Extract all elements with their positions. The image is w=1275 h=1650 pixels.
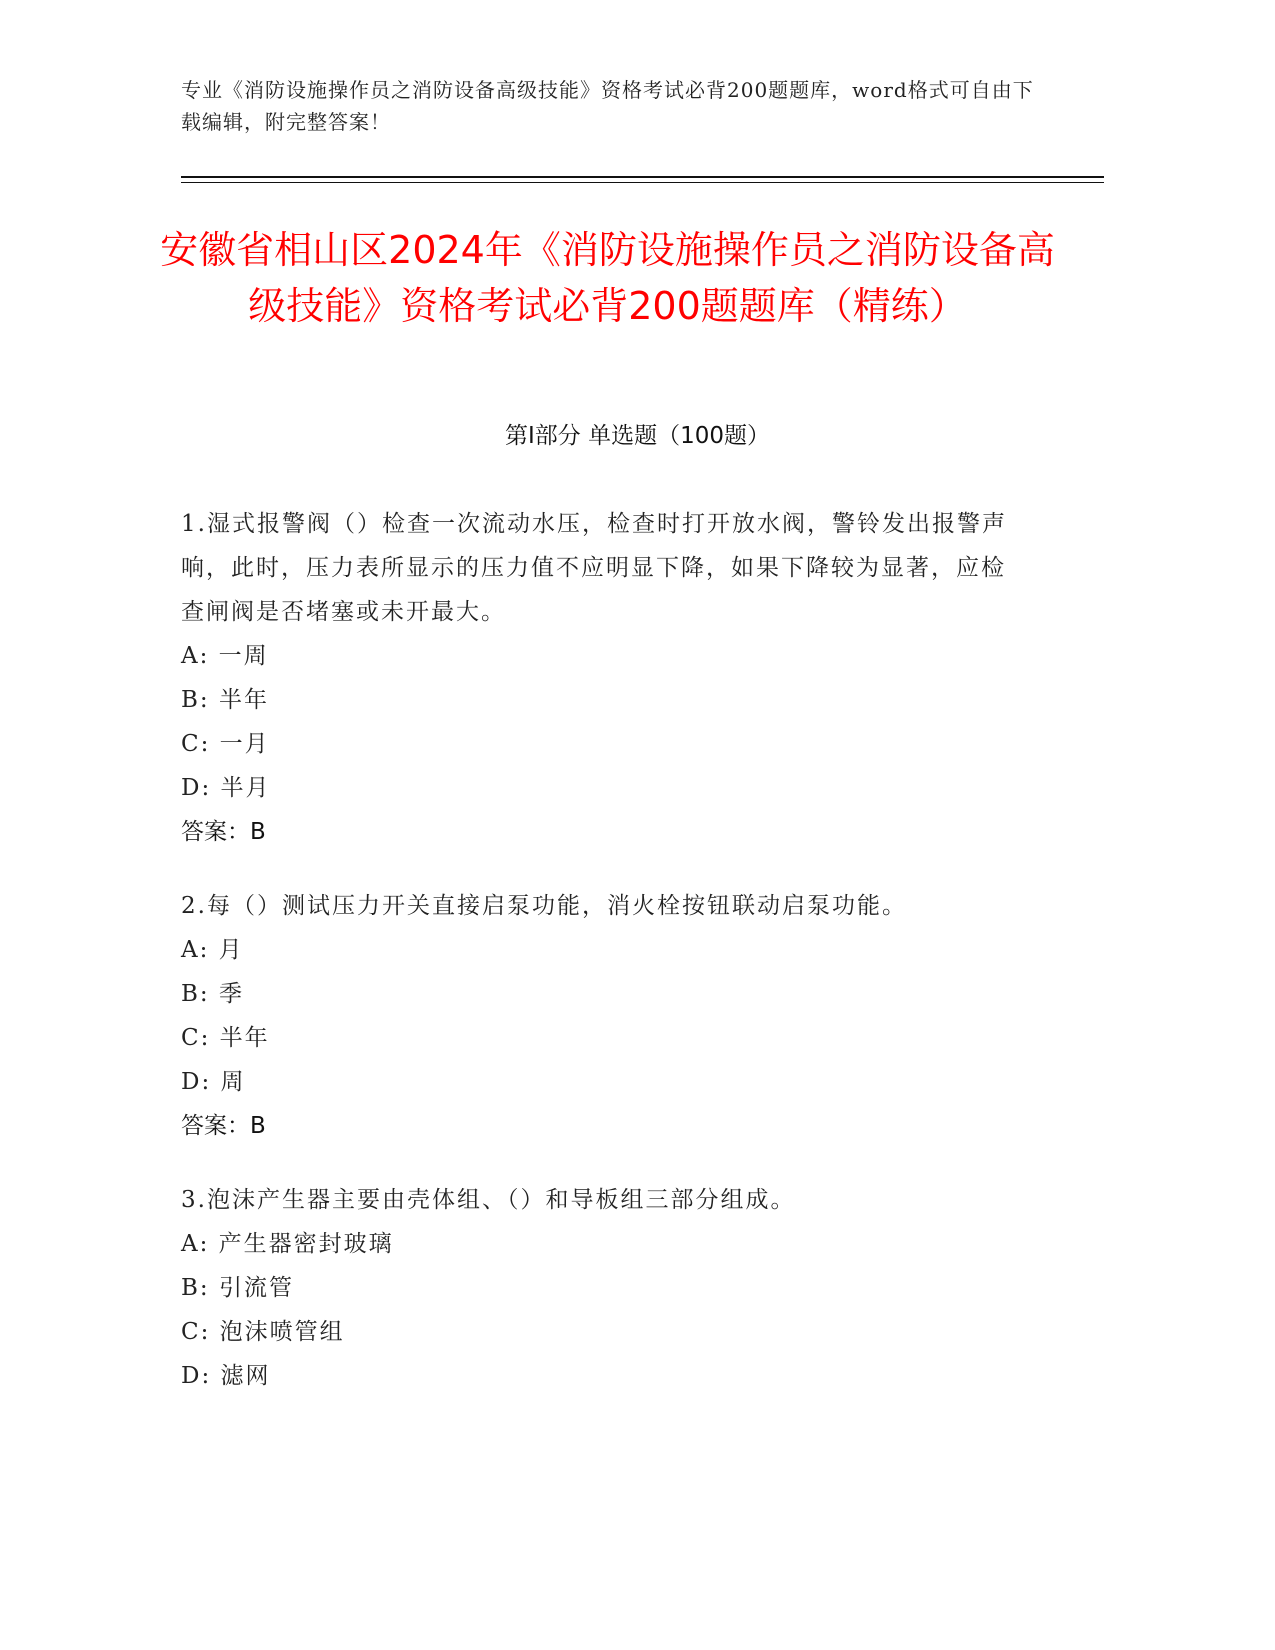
option-a: A: 产生器密封玻璃 <box>181 1231 394 1257</box>
question-stem: 1.湿式报警阀（）检查一次流动水压，检查时打开放水阀，警铃发出报警声响，此时，压力表所显示的压力值不应明显下降，如果下降较为显著，应检查闸阀是否堵塞或未开最大。 <box>181 511 1007 625</box>
answer: 答案：B <box>181 819 266 845</box>
option-a: A: 一周 <box>181 643 269 669</box>
document-title: 安徽省相山区2024年《消防设施操作员之消防设备高级技能》资格考试必背200题题库（精练） <box>160 228 1055 328</box>
option-b: B: 半年 <box>181 687 269 713</box>
section-heading: 第Ⅰ部分 单选题（100题） <box>505 423 770 449</box>
option-b: B: 引流管 <box>181 1275 294 1301</box>
question-stem: 2.每（）测试压力开关直接启泵功能，消火栓按钮联动启泵功能。 <box>181 893 907 919</box>
question-stem: 3.泡沫产生器主要由壳体组、（）和导板组三部分组成。 <box>181 1187 796 1213</box>
option-b: B: 季 <box>181 981 244 1007</box>
question-item <box>181 884 1026 1148</box>
header-rule-thick <box>181 176 1104 178</box>
option-d: D: 周 <box>181 1069 246 1095</box>
option-a: A: 月 <box>181 937 244 963</box>
option-d: D: 滤网 <box>181 1363 271 1389</box>
question-item <box>181 502 1026 854</box>
answer: 答案：B <box>181 1113 266 1139</box>
option-c: C: 一月 <box>181 731 270 757</box>
option-d: D: 半月 <box>181 775 271 801</box>
option-c: C: 半年 <box>181 1025 270 1051</box>
header-note: 专业《消防设施操作员之消防设备高级技能》资格考试必背200题题库，word格式可自由下载编辑，附完整答案！ <box>181 78 1034 134</box>
header-rule-thin <box>181 182 1104 183</box>
option-c: C: 泡沫喷管组 <box>181 1319 345 1345</box>
question-item <box>181 1178 1026 1398</box>
question-list <box>181 502 1026 1428</box>
